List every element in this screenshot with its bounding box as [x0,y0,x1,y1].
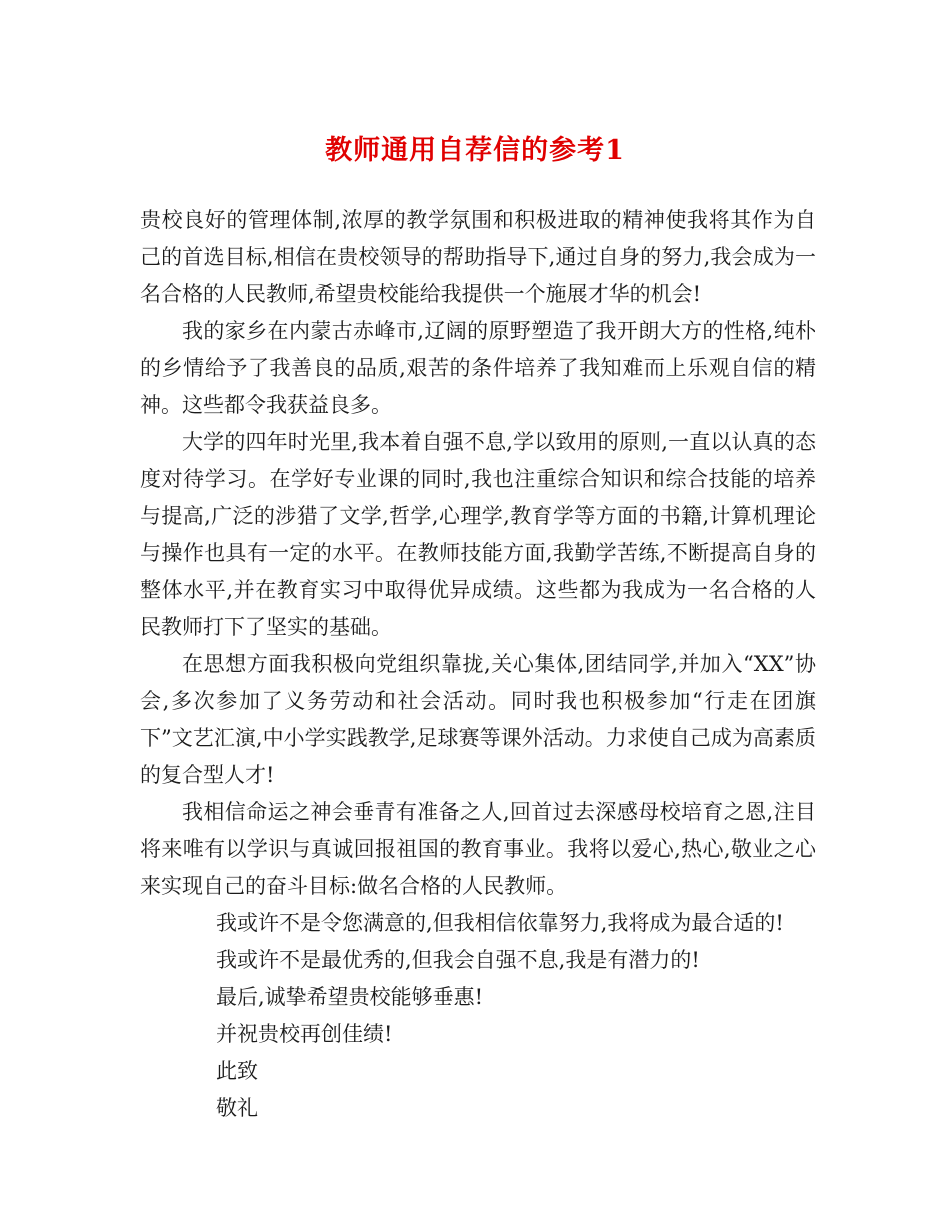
paragraph-5: 我相信命运之神会垂青有准备之人,回首过去深感母校培育之恩,注目将来唯有以学识与真诚回报祖国的教育事业。我将以爱心,热心,敬业之心来实现自己的奋斗目标:做名合格的人民教师。 [140,800,816,898]
closing-line-4: 并祝贵校再创佳绩! [216,1022,393,1046]
paragraph-3: 大学的四年时光里,我本着自强不息,学以致用的原则,一直以认真的态度对待学习。在学好专业课的同时,我也注重综合知识和综合技能的培养与提高,广泛的涉猎了文学,哲学,心理学,教育学等方面的书籍,计算机理论与操作也具有一定的水平。在教师技能方面,我勤学苦练,不断提高自身的整体水平,并在教育实习中取得优异成绩。这些都为我成为一名合格的人民教师打下了坚实的基础。 [140,430,816,639]
document-body [140,202,816,1127]
document-title: 教师通用自荐信的参考1 [325,135,625,166]
closing-line-2: 我或许不是最优秀的,但我会自强不息,我是有潜力的! [216,948,700,972]
closing-line-3: 最后,诚挚希望贵校能够垂惠! [216,985,484,1009]
paragraph-4: 在思想方面我积极向党组织靠拢,关心集体,团结同学,并加入“XX”协会,多次参加了义务劳动和社会活动。同时我也积极参加“行走在团旗下”文艺汇演,中小学实践教学,足球赛等课外活动。力求使自己成为高素质的复合型人才! [140,652,816,787]
closing-line-1: 我或许不是令您满意的,但我相信依靠努力,我将成为最合适的! [216,911,784,935]
paragraph-2: 我的家乡在内蒙古赤峰市,辽阔的原野塑造了我开朗大方的性格,纯朴的乡情给予了我善良的品质,艰苦的条件培养了我知难而上乐观自信的精神。这些都令我获益良多。 [140,319,816,417]
salutation-cizhi: 此致 [216,1059,258,1083]
salutation-jingli: 敬礼 [216,1096,258,1120]
paragraph-1: 贵校良好的管理体制,浓厚的教学氛围和积极进取的精神使我将其作为自己的首选目标,相信在贵校领导的帮助指导下,通过自身的努力,我会成为一名合格的人民教师,希望贵校能给我提供一个施展才华的机会! [140,208,816,306]
